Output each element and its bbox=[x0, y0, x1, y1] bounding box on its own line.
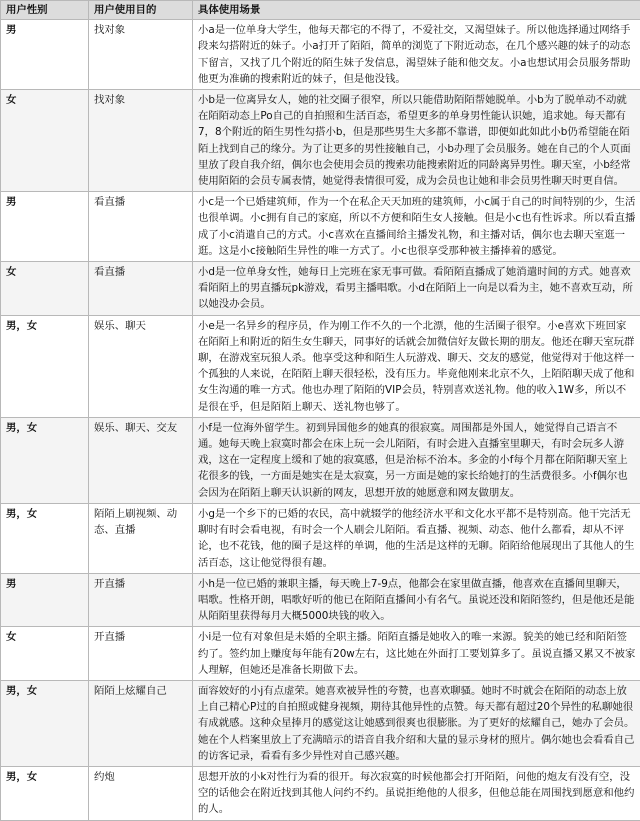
purpose-cell: 开直播 bbox=[89, 573, 193, 627]
header-purpose: 用户使用目的 bbox=[89, 1, 193, 20]
scenario-cell: 小d是一位单身女性，她每日上完班在家无事可做。看陌陌直播成了她消遣时间的方式。她喜欢看陌陌上的男直播玩pk游戏，看男主播唱歌。小d在陌陌上一向是以看为主，她不喜欢互动，所以她没办会员。 bbox=[193, 262, 640, 316]
table-row bbox=[1, 262, 640, 316]
scenario-cell: 思想开放的小k对性行为看的很开。每次寂寞的时候他都会打开陌陌，问他的炮友有没有空，没空的话他会在附近找到其他人问约不约。虽说拒绝他的人很多，但他总能在周围找到愿意和他约的人。 bbox=[193, 766, 640, 820]
purpose-cell: 娱乐、聊天、交友 bbox=[89, 417, 193, 503]
gender-cell: 男，女 bbox=[1, 315, 89, 417]
table-row bbox=[1, 627, 640, 681]
purpose-cell: 找对象 bbox=[89, 20, 193, 90]
scenario-cell: 小f是一位海外留学生。初到异国他乡的她真的很寂寞。周围都是外国人，她觉得自己语言不通。她每天晚上寂寞时都会在床上玩一会儿陌陌，有时会进入直播室里聊天，有时会玩多人游戏，这在一定程度上缓和了她的寂寞感，但是治标不治本。多金的小f每个月都在陌陌聊天室上花很多的钱，一方面是她实在是太寂寞，另一方面是她的家长给她打的生活费很多。小f偶尔也会因为在陌陌上聊天认识新的网友，思想开放的她愿意和网友做朋友。 bbox=[193, 417, 640, 503]
table-row bbox=[1, 192, 640, 262]
table-row bbox=[1, 680, 640, 766]
gender-cell: 男，女 bbox=[1, 680, 89, 766]
table-header-row bbox=[1, 1, 640, 20]
scenario-cell: 面容姣好的小j有点虚荣。她喜欢被异性的夸赞，也喜欢聊骚。她时不时就会在陌陌的动态上放上自己精心P过的自拍照或健身视频，期待其他异性的点赞。每天都有超过20个异性的私聊她很有成就感。这种众星捧月的感觉这让她感到很爽也很膨胀。为了更好的炫耀自己，她办了会员。她在个人档案里放上了充满暗示的语音自我介绍和大量的显示身材的照片。偶尔她也会看看自己的访客记录，看看有多少异性对自己感兴趣。 bbox=[193, 680, 640, 766]
table-row bbox=[1, 315, 640, 417]
purpose-cell: 开直播 bbox=[89, 627, 193, 681]
scenario-cell: 小b是一位离异女人，她的社交圈子很窄，所以只能借助陌陌帮她脱单。小b为了脱单动不动就在陌陌动态上Po自己的自拍照和生活百态，希望更多的单身男性能认识她，追求她。每天都有7，8个附近的陌生男性勾搭小b，但是那些男生大多都不靠谱，即便如此如此小b仍希望能在陌陌上找到自己的缘分。为了让更多的男性接触自己，小b办理了会员服务。她在自己的个人页面里放了段自我介绍，偶尔也会使用会员的搜索功能搜索附近的同龄离异男性。聊天室，小b经常使用陌陌的会员专属表情，她觉得表情很可爱，成为会员也让她和非会员男性聊天时更自信。 bbox=[193, 90, 640, 192]
gender-cell: 男 bbox=[1, 573, 89, 627]
scenario-cell: 小e是一名异乡的程序员，作为刚工作不久的一个北漂，他的生活圈子很窄。小e喜欢下班回家在陌陌上和附近的陌生女生聊天，同事好的话就会加微信好友做长期的朋友。他还在聊天室玩群聊，在游戏室玩狼人杀。他享受这种和陌生人玩游戏、聊天、交友的感觉，他觉得对于他这样一个孤独的人来说，在陌陌上聊天很轻松，没有压力。毕竟他刚来北京不久，上陌陌聊天成了他和女生沟通的唯一方式。他也办理了陌陌的VIP会员，特别喜欢送礼物。他的收入1W多，所以不是很在乎，但是陌陌上聊天、送礼物也够了。 bbox=[193, 315, 640, 417]
scenario-cell: 小a是一位单身大学生，他每天都宅的不得了，不爱社交，又渴望妹子。所以他选择通过网络手段来勾搭附近的妹子。小a打开了陌陌，简单的浏览了下附近动态，在几个感兴趣的妹子的动态下留言，又找了几个附近的陌生妹子发信息，渴望妹子能和他交友。小a也想试用会员服务帮助他更为准确的搜索附近的妹子，但是他没钱。 bbox=[193, 20, 640, 90]
scenario-cell: 小i是一位有对象但是未婚的全职主播。陌陌直播是她收入的唯一来源。貌美的她已经和陌陌签约了。签约加上赚度每年能有20w左右，这比她在外面打工要划算多了。虽说直播又累又不被家人理解，但她还是准备长期做下去。 bbox=[193, 627, 640, 681]
purpose-cell: 娱乐、聊天 bbox=[89, 315, 193, 417]
gender-cell: 女 bbox=[1, 90, 89, 192]
gender-cell: 男，女 bbox=[1, 503, 89, 573]
header-scenario: 具体使用场景 bbox=[193, 1, 640, 20]
gender-cell: 女 bbox=[1, 262, 89, 316]
scenario-cell: 小c是一个已婚建筑师，作为一个在私企天天加班的建筑师，小c属于自己的时间特别的少，生活也很单调。小c拥有自己的家庭，所以不方便和陌生女人接触。但是小c也有性诉求。所以看直播成了小c消遣自己的方式。小c喜欢在直播间给主播发礼物，和主播对话，偶尔也去聊天室逛一逛。这是小c接触陌生异性的唯一方式了。小c也很享受那种被主播捧着的感觉。 bbox=[193, 192, 640, 262]
table-row bbox=[1, 573, 640, 627]
purpose-cell: 看直播 bbox=[89, 192, 193, 262]
gender-cell: 男 bbox=[1, 20, 89, 90]
scenario-cell: 小h是一位已婚的兼职主播，每天晚上7-9点，他都会在家里做直播，他喜欢在直播间里聊天，唱歌。性格开朗，唱歌好听的他已在陌陌直播间小有名气。虽说还没和陌陌签约，但是他还是能从陌陌里获得每月大概5000块钱的收入。 bbox=[193, 573, 640, 627]
table-row bbox=[1, 417, 640, 503]
scenario-cell: 小g是一个乡下的已婚的农民，高中就辍学的他经济水平和文化水平都不是特别高。他干完活无聊时有时会看电视，有时会一个人刷会儿陌陌。看直播、视频、动态、他什么都看，却从不评论，也不花钱，他的圈子是这样的单调，他的生活是这样的无聊。陌陌给他展现出了其他人的生活百态，这让他觉得很有趣。 bbox=[193, 503, 640, 573]
header-gender: 用户性别 bbox=[1, 1, 89, 20]
table-row bbox=[1, 503, 640, 573]
purpose-cell: 陌陌上炫耀自己 bbox=[89, 680, 193, 766]
gender-cell: 男 bbox=[1, 192, 89, 262]
table-row bbox=[1, 90, 640, 192]
gender-cell: 男，女 bbox=[1, 417, 89, 503]
table-row bbox=[1, 20, 640, 90]
purpose-cell: 陌陌上刷视频、动态、直播 bbox=[89, 503, 193, 573]
table-row bbox=[1, 766, 640, 820]
gender-cell: 男，女 bbox=[1, 766, 89, 820]
gender-cell: 女 bbox=[1, 627, 89, 681]
purpose-cell: 约炮 bbox=[89, 766, 193, 820]
purpose-cell: 找对象 bbox=[89, 90, 193, 192]
purpose-cell: 看直播 bbox=[89, 262, 193, 316]
